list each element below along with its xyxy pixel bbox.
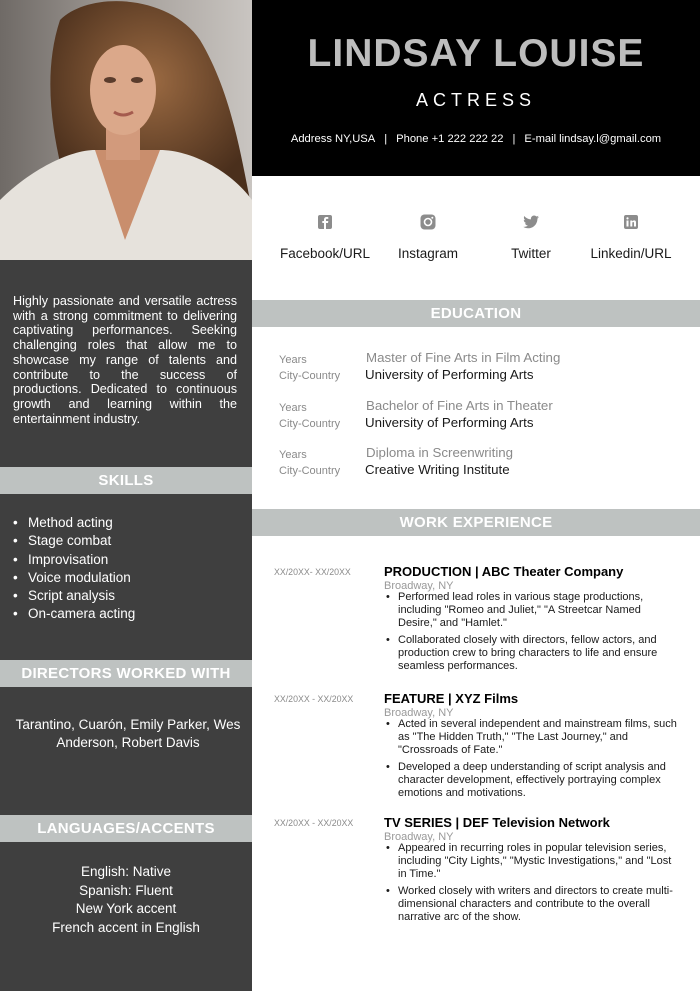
candidate-role: ACTRESS	[415, 90, 537, 110]
education-meta	[279, 400, 365, 432]
education-location: City-Country	[279, 418, 341, 430]
work-bullet: • Acted in several independent and mainstream films, such as "The Hidden Truth," "The Last Journey," and "Crossroads of Fate."	[384, 718, 680, 757]
work-bullet: • Collaborated closely with directors, fellow actors, and production crew to bring characters to life and ensure seamless performances.	[384, 634, 680, 673]
resume-header	[252, 0, 700, 176]
social-label: Facebook/URL	[279, 246, 371, 261]
social-twitter[interactable]	[476, 212, 586, 261]
work-dates: XX/20XX - XX/20XX	[274, 694, 354, 704]
education-years: Years	[279, 449, 307, 461]
education-location: City-Country	[279, 465, 341, 477]
languages-heading: LANGUAGES/ACCENTS	[0, 815, 252, 842]
work-bullets	[384, 842, 680, 929]
social-facebook[interactable]	[270, 212, 380, 261]
language-item: New York accent	[75, 901, 177, 917]
work-location: Broadway, NY	[384, 831, 454, 843]
left-sidebar	[0, 0, 252, 991]
education-meta	[279, 447, 365, 479]
work-title: TV SERIES | DEF Television Network	[384, 815, 610, 830]
skill-item: • Method acting	[13, 514, 243, 532]
work-location: Broadway, NY	[384, 707, 454, 719]
profile-summary: Highly passionate and versatile actress with a strong commitment to delivering captivating performances. Seeking challenging roles that allow me to showcase my range of talents and contribute to the success of productions. Dedicated to continuous growth and learning within the entertainment industry.	[13, 294, 237, 426]
social-label: Linkedin/URL	[590, 246, 672, 261]
education-heading: EDUCATION	[252, 300, 700, 327]
social-label: Instagram	[397, 246, 459, 261]
social-instagram[interactable]	[373, 212, 483, 261]
contact-address: Address NY,USA	[290, 133, 376, 145]
work-title: PRODUCTION | ABC Theater Company	[384, 564, 624, 579]
work-bullet: • Appeared in recurring roles in popular television series, including "City Lights," "Mystic Investigations," and "Lost in Time."	[384, 842, 680, 881]
contact-email[interactable]: E-mail lindsay.l@gmail.com	[524, 133, 662, 145]
education-degree: Diploma in Screenwriting	[366, 445, 514, 460]
contact-line	[252, 133, 700, 145]
directors-list: Tarantino, Cuarón, Emily Parker, Wes Anderson, Robert Davis	[15, 717, 241, 750]
education-school: Creative Writing Institute	[365, 462, 510, 477]
skill-item: • Voice modulation	[13, 569, 243, 587]
skill-item: • Script analysis	[13, 587, 243, 605]
skill-item: • Stage combat	[13, 532, 243, 550]
education-degree: Master of Fine Arts in Film Acting	[366, 350, 561, 365]
education-years: Years	[279, 402, 307, 414]
directors-heading: DIRECTORS WORKED WITH	[0, 660, 252, 687]
work-bullet: • Developed a deep understanding of script analysis and character development, effectively portraying complex emotions and motivations.	[384, 761, 680, 800]
work-dates: XX/20XX- XX/20XX	[274, 567, 351, 577]
education-meta	[279, 352, 365, 384]
skill-item: • Improvisation	[13, 551, 243, 569]
skill-item: • On-camera acting	[13, 605, 243, 623]
work-title: FEATURE | XYZ Films	[384, 691, 519, 706]
twitter-icon	[521, 212, 541, 232]
contact-separator: |	[512, 133, 516, 145]
social-linkedin[interactable]	[576, 212, 686, 261]
education-school: University of Performing Arts	[365, 367, 534, 382]
contact-separator: |	[384, 133, 388, 145]
work-dates: XX/20XX - XX/20XX	[274, 818, 354, 828]
language-item: English: Native	[80, 864, 172, 879]
education-degree: Bachelor of Fine Arts in Theater	[366, 398, 553, 413]
profile-photo	[0, 0, 252, 260]
facebook-icon	[315, 212, 335, 232]
work-location: Broadway, NY	[384, 580, 454, 592]
linkedin-icon	[621, 212, 641, 232]
skills-heading: SKILLS	[0, 467, 252, 494]
work-bullets	[384, 591, 680, 678]
education-school: University of Performing Arts	[365, 415, 534, 430]
work-bullets	[384, 718, 680, 805]
candidate-name: LINDSAY LOUISE	[307, 32, 645, 75]
language-item: French accent in English	[52, 919, 200, 935]
skills-list	[13, 514, 243, 624]
education-location: City-Country	[279, 370, 341, 382]
work-bullet: • Performed lead roles in various stage productions, including "Romeo and Juliet," "A Streetcar Named Desire," and "Hamlet."	[384, 591, 680, 630]
social-label: Twitter	[511, 246, 551, 261]
language-item: Spanish: Fluent	[79, 882, 173, 898]
education-years: Years	[279, 354, 307, 366]
languages-list	[0, 863, 252, 937]
work-bullet: • Worked closely with writers and directors to create multi-dimensional characters and contribute to the overall narrative arc of the show.	[384, 885, 680, 924]
profile-photo-image	[0, 0, 252, 260]
contact-phone: Phone +1 222 222 22	[396, 133, 504, 145]
instagram-icon	[418, 212, 438, 232]
work-experience-heading: WORK EXPERIENCE	[252, 509, 700, 536]
